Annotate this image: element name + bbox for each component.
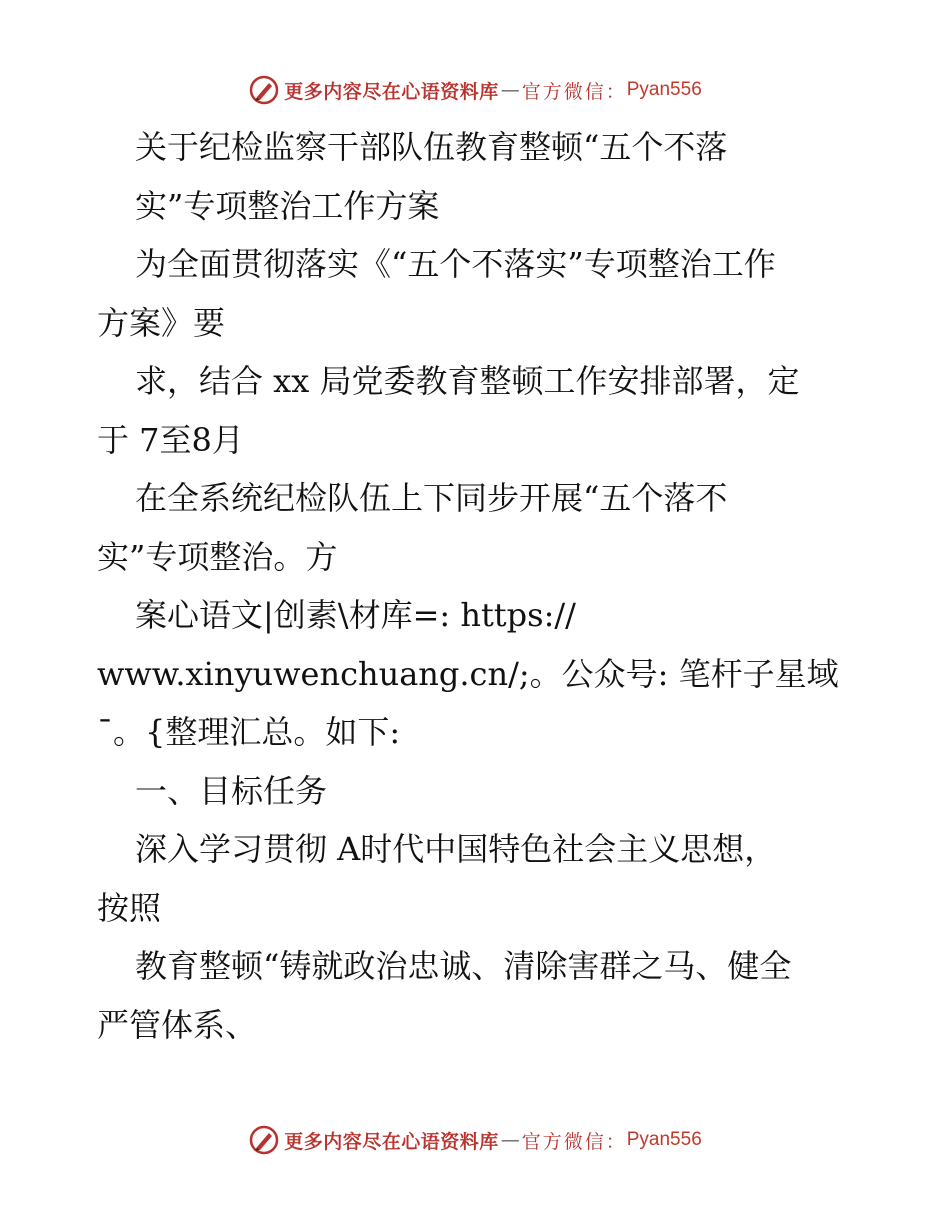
doc-line: 于 7至8月 (97, 420, 244, 459)
doc-line: 为全面贯彻落实《“五个不落实”专项整治工作 (135, 245, 776, 283)
header-wechat-id: Pyan556 (626, 79, 702, 100)
header-wechat-label: 官方微信： (521, 80, 627, 103)
doc-line: 求，结合 xx 局党委教育整顿工作安排部署，定 (135, 362, 800, 400)
footer-slogan: 更多内容尽在心语资料库 (284, 1130, 499, 1153)
pen-logo-icon (248, 1124, 280, 1156)
doc-line: 方案》要 (97, 303, 226, 342)
pen-logo-icon (248, 74, 280, 106)
document-body (97, 118, 857, 1054)
doc-line: 严管体系、 (97, 1005, 258, 1044)
doc-line: 实”专项整治工作方案 (135, 186, 440, 225)
footer-dash: — (500, 1129, 520, 1151)
footer-watermark (0, 1120, 950, 1160)
doc-line: 实”专项整治。方 (97, 537, 338, 576)
doc-line: 按照 (97, 888, 162, 927)
doc-line: 教育整顿“铸就政治忠诚、清除害群之马、健全 (135, 947, 792, 985)
footer-wechat-id: Pyan556 (626, 1129, 702, 1150)
header-dash: — (500, 79, 520, 101)
header-slogan: 更多内容尽在心语资料库 (284, 80, 499, 103)
section-heading: 一、目标任务 (135, 771, 328, 810)
doc-line: 关于纪检监察干部队伍教育整顿“五个不落 (135, 128, 728, 166)
footer-wechat-label: 官方微信： (521, 1130, 627, 1153)
doc-line: 在全系统纪检队伍上下同步开展“五个落不 (135, 479, 728, 517)
doc-line: 深入学习贯彻 A时代中国特色社会主义思想， (135, 830, 777, 868)
header-watermark (0, 70, 950, 110)
doc-line: www.xinyuwenchuang.cn/;。公众号: 笔杆子星域 (97, 654, 839, 693)
doc-line: 案心语文|创素\材库=: https:// (135, 596, 576, 634)
doc-line: ¯。{整理汇总。如下: (97, 713, 401, 751)
